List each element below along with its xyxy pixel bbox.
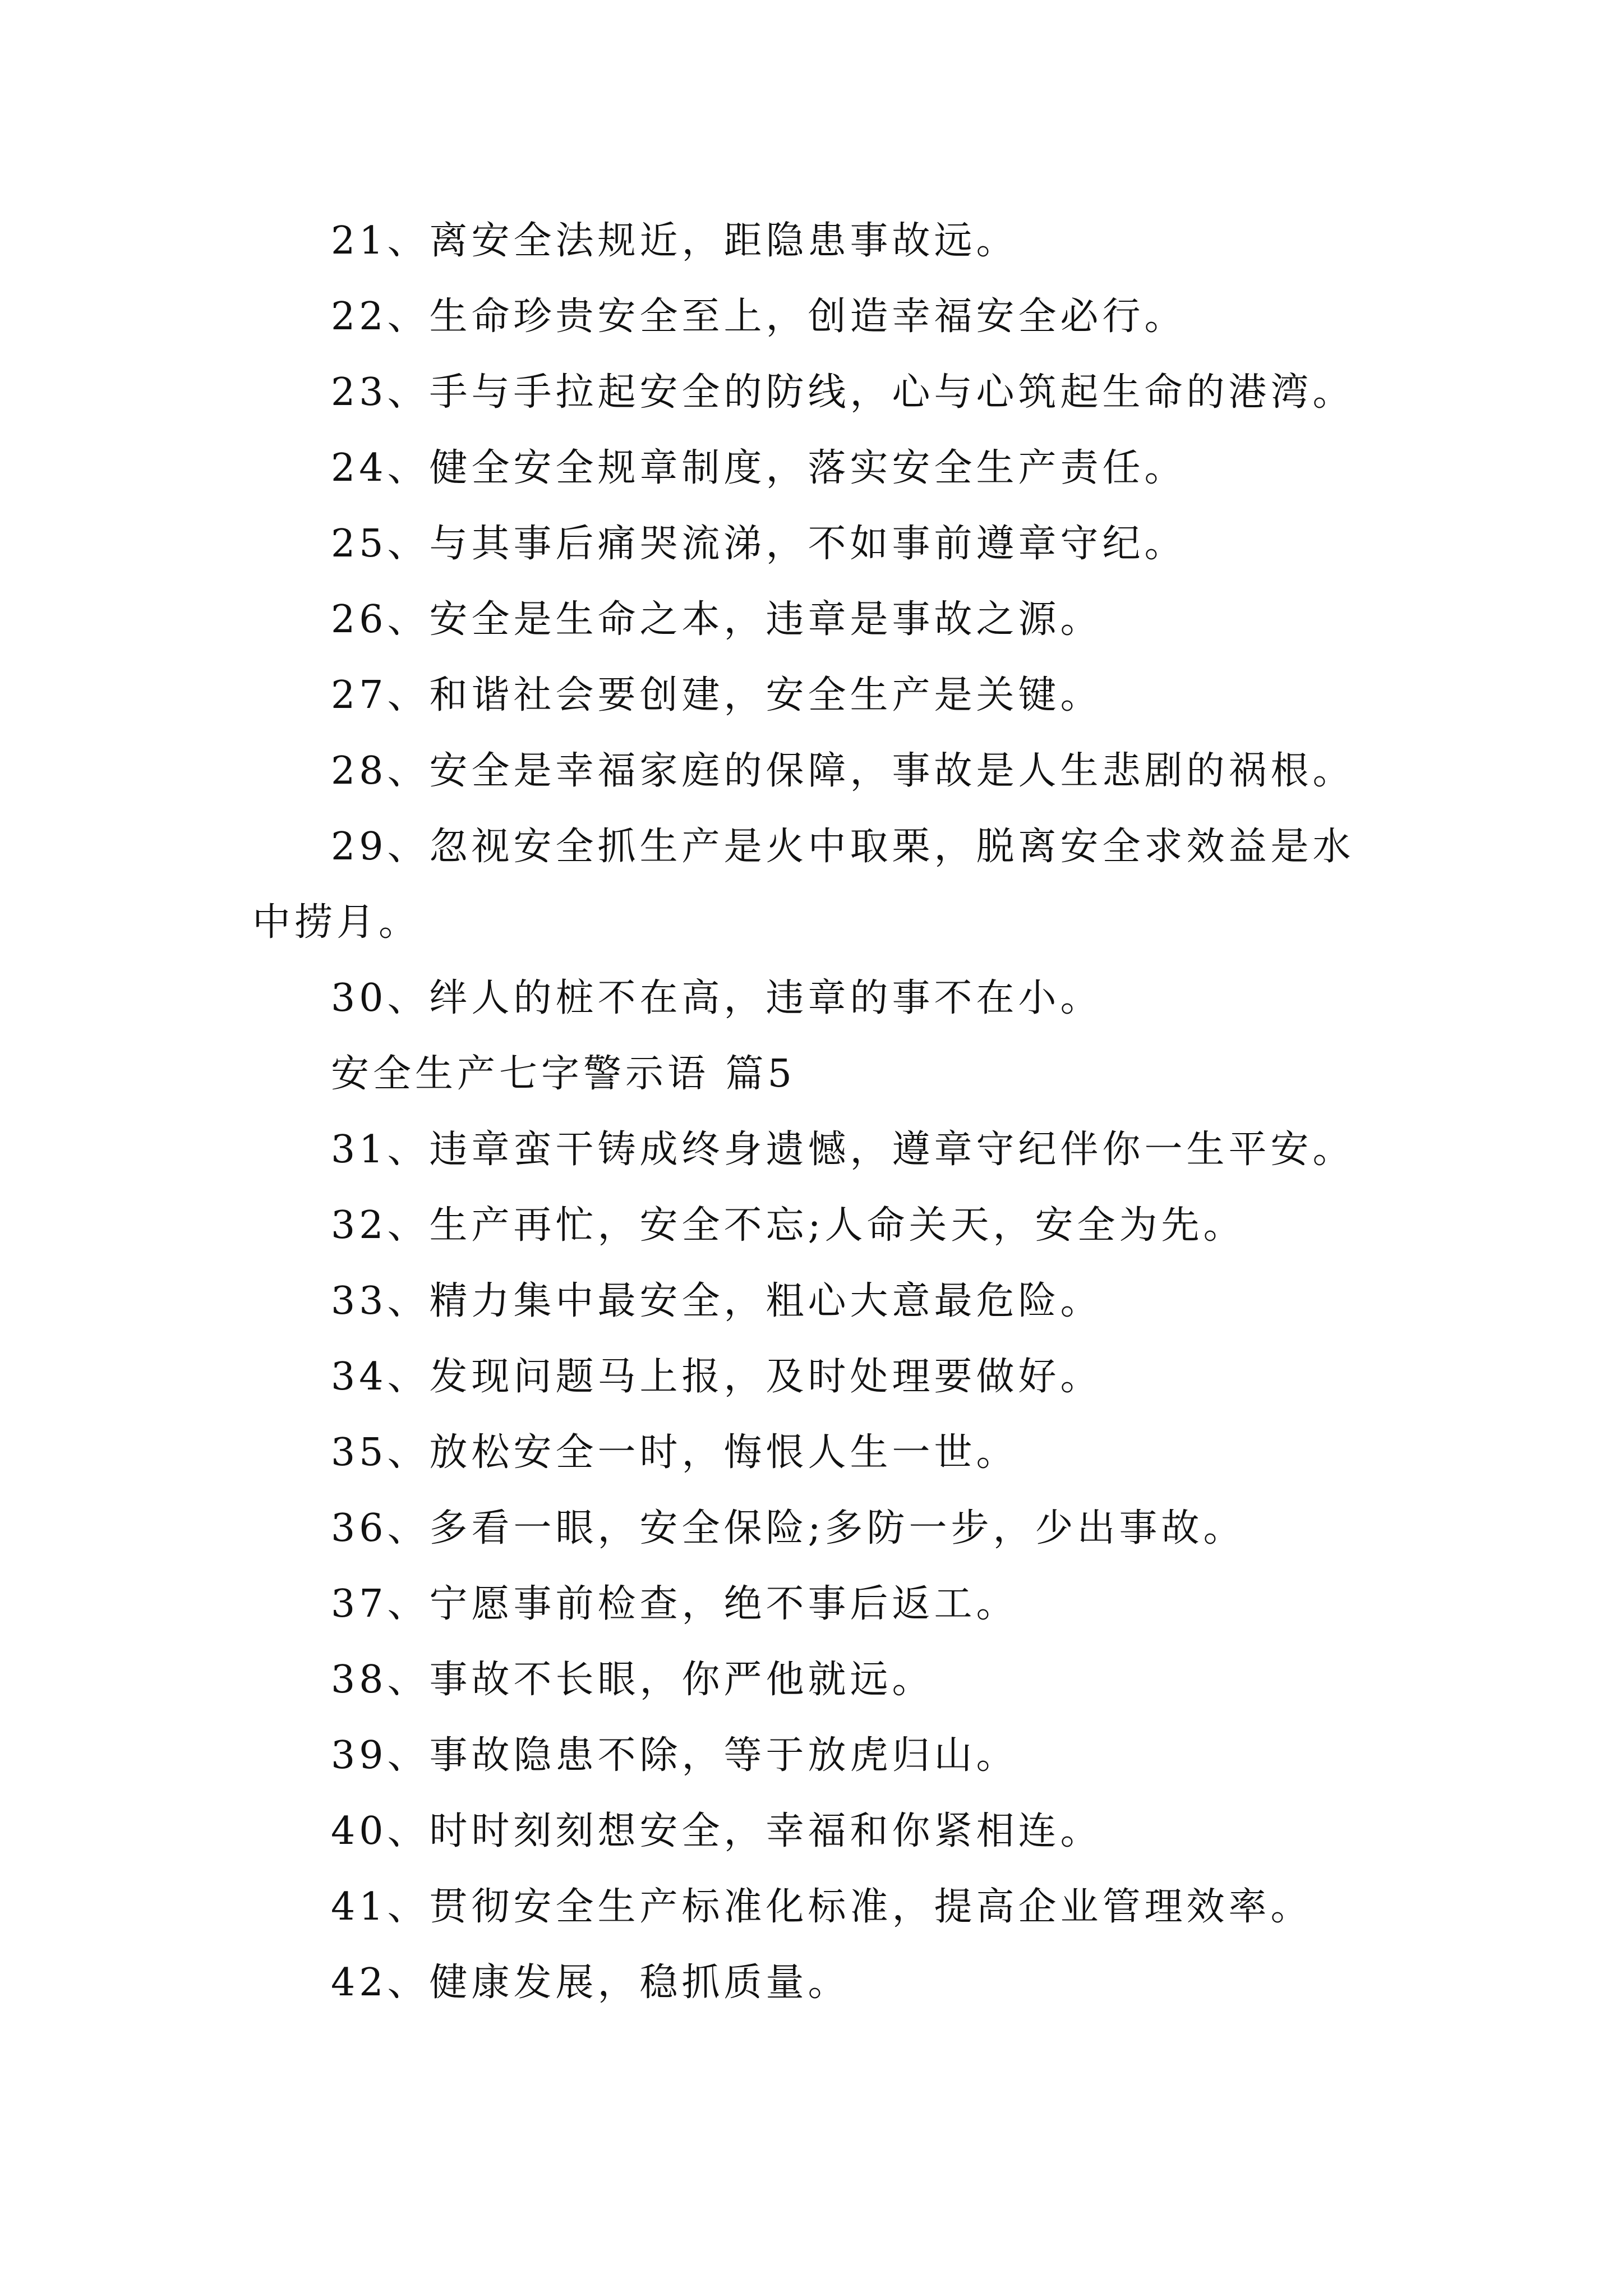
text-line: 39、事故隐患不除，等于放虎归山。 <box>331 1733 1018 1778</box>
text-line: 23、手与手拉起安全的防线，心与心筑起生命的港湾。 <box>331 370 1355 415</box>
text-line: 22、生命珍贵安全至上，创造幸福安全必行。 <box>331 295 1187 339</box>
text-line: 34、发现问题马上报，及时处理要做好。 <box>331 1355 1103 1399</box>
text-line: 21、离安全法规近，距隐患事故远。 <box>331 219 1018 263</box>
text-line: 30、绊人的桩不在高，违章的事不在小。 <box>331 976 1103 1020</box>
text-line: 41、贯彻安全生产标准化标准，提高企业管理效率。 <box>331 1885 1313 1929</box>
text-line: 28、安全是幸福家庭的保障，事故是人生悲剧的祸根。 <box>331 749 1355 793</box>
text-line: 25、与其事后痛哭流涕，不如事前遵章守纪。 <box>331 522 1187 566</box>
text-line: 24、健全安全规章制度，落实安全生产责任。 <box>331 446 1187 490</box>
text-line: 35、放松安全一时，悔恨人生一世。 <box>331 1430 1018 1475</box>
text-line: 32、生产再忙，安全不忘;人命关天，安全为先。 <box>331 1203 1246 1248</box>
text-line: 40、时时刻刻想安全，幸福和你紧相连。 <box>331 1809 1103 1853</box>
text-line: 29、忽视安全抓生产是火中取栗，脱离安全求效益是水 <box>331 825 1355 869</box>
section-heading: 安全生产七字警示语 篇5 <box>331 1052 796 1096</box>
text-line: 36、多看一眼，安全保险;多防一步，少出事故。 <box>331 1506 1246 1550</box>
text-line: 37、宁愿事前检查，绝不事后返工。 <box>331 1582 1018 1626</box>
text-line: 31、违章蛮干铸成终身遗憾，遵章守纪伴你一生平安。 <box>331 1128 1355 1172</box>
text-line: 38、事故不长眼，你严他就远。 <box>331 1658 934 1702</box>
text-line-continuation: 中捞月。 <box>252 900 421 945</box>
text-line: 27、和谐社会要创建，安全生产是关键。 <box>331 673 1103 717</box>
text-line: 42、健康发展，稳抓质量。 <box>331 1961 850 2005</box>
text-line: 33、精力集中最安全，粗心大意最危险。 <box>331 1279 1103 1323</box>
text-line: 26、安全是生命之本，违章是事故之源。 <box>331 597 1103 642</box>
